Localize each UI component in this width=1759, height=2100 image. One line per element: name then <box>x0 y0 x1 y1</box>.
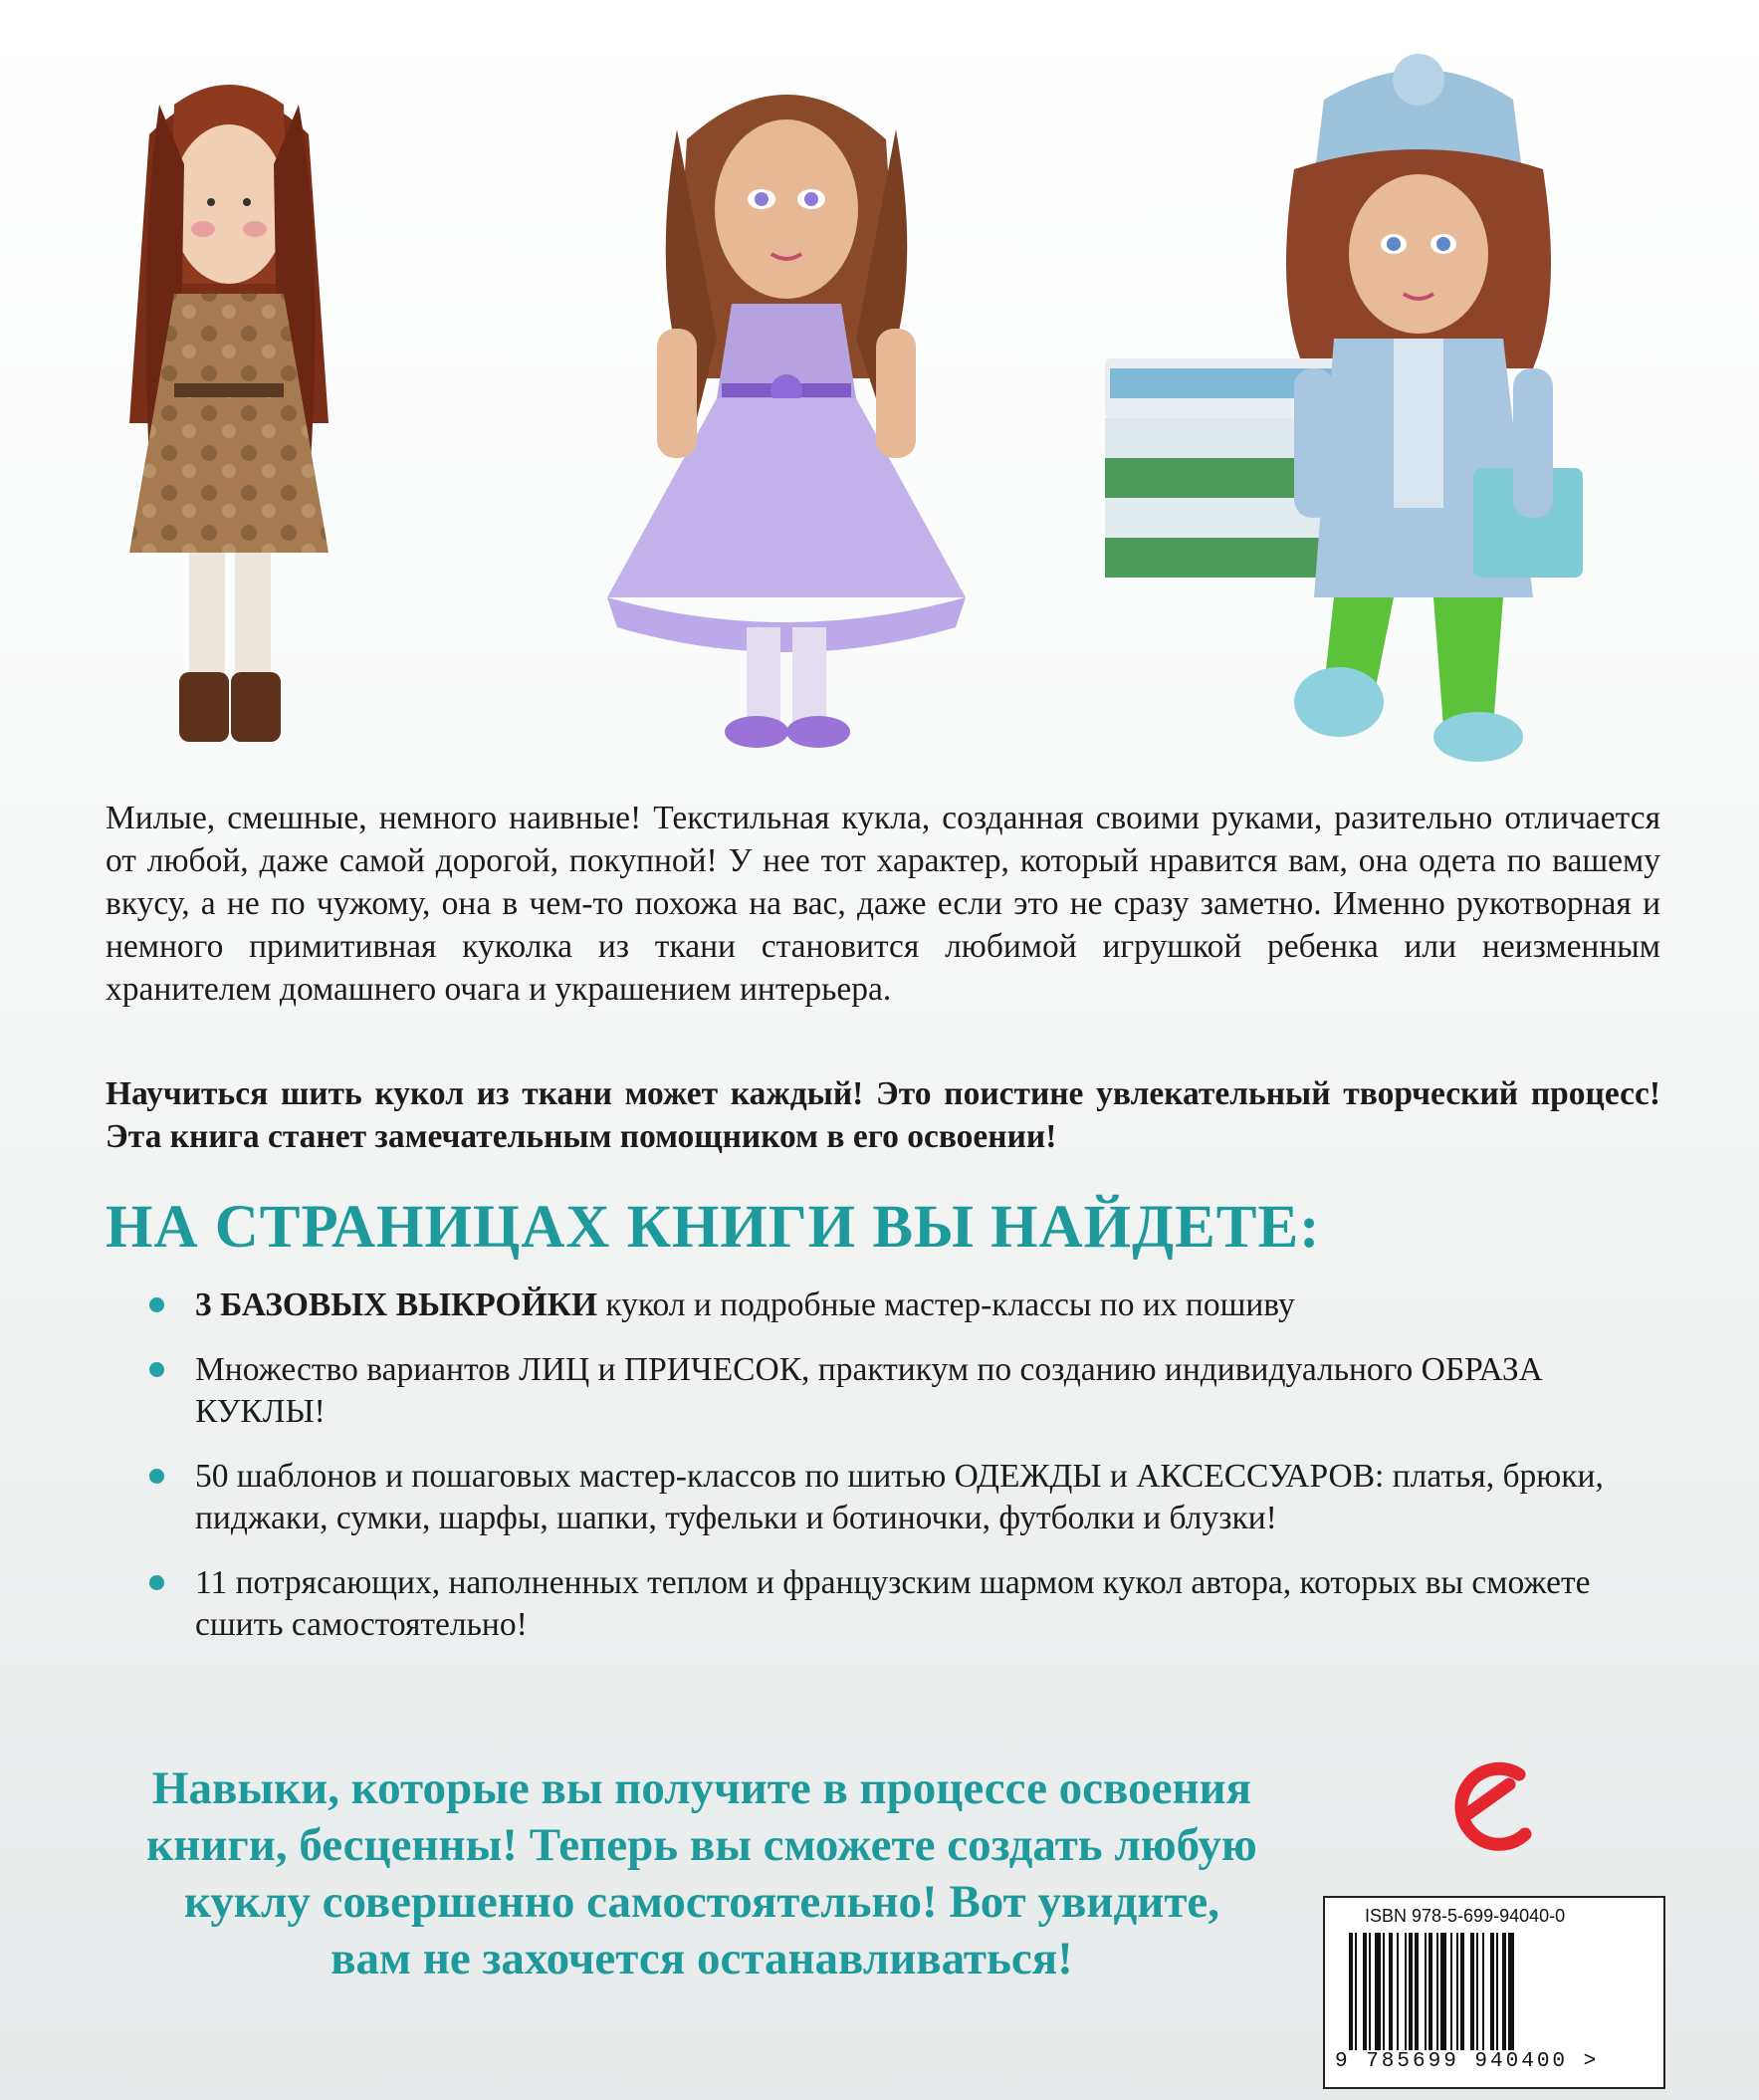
bullet-icon <box>149 1362 164 1377</box>
list-item <box>149 1284 1662 1326</box>
bullet-icon <box>149 1469 164 1484</box>
lead-paragraph: Научиться шить кукол из ткани может каждый! Это поистине увлекательный творческий процесс! Эта книга станет замечательным помощником в его освоении! <box>106 1075 1660 1155</box>
barcode-number: 9 785699 940400 > <box>1335 2050 1600 2073</box>
section-heading: НА СТРАНИЦАХ КНИГИ ВЫ НАЙДЕТЕ: <box>106 1194 1321 1261</box>
isbn-label: ISBN 978-5-699-94040-0 <box>1365 1906 1566 1926</box>
bullet-icon <box>149 1297 164 1312</box>
list-item <box>149 1349 1662 1433</box>
barcode-bars <box>1349 1933 1640 2050</box>
feature-text: кукол и подробные мастер-классы по их пошиву <box>597 1286 1295 1323</box>
feature-text: 50 шаблонов и пошаговых мастер-классов по шитью ОДЕЖДЫ и АКСЕССУАРОВ: платья, брюки, пиджаки, сумки, шарфы, шапки, туфельки и ботиночки, футболки и блузки! <box>195 1458 1604 1536</box>
doll-photo-lilac-dress <box>557 40 1015 777</box>
doll-photo-brown-dress <box>80 45 378 762</box>
list-item <box>149 1456 1662 1539</box>
closing-text: Навыки, которые вы получите в процессе освоения книги, бесценны! Теперь вы сможете создать любую куклу совершенно самостоятельно! Вот увидите, вам не захочется останавливаться! <box>146 1762 1257 1984</box>
barcode <box>1323 1896 1665 2089</box>
bullet-icon <box>149 1575 164 1590</box>
doll-photo-blue-cardigan <box>1095 40 1652 767</box>
feature-text: Множество вариантов ЛИЦ и ПРИЧЕСОК, практикум по созданию индивидуального ОБРАЗА КУКЛЫ! <box>195 1351 1543 1430</box>
list-item <box>149 1562 1662 1646</box>
intro-paragraph: Милые, смешные, немного наивные! Текстильная кукла, созданная своими руками, разительно отличается от любой, даже самой дорогой, покупной! У нее тот характер, который нравится вам, она одета по вашему вкусу, а не по чужому, она в чем-то похожа на вас, даже если это не сразу заметно. Именно рукотворная и немного примитивная куколка из ткани становится любимой игрушкой ребенка или неизменным хранителем домашнего очага и украшением интерьера. <box>106 800 1660 1008</box>
feature-text: 11 потрясающих, наполненных теплом и французским шармом кукол автора, которых вы сможете сшить самостоятельно! <box>195 1564 1591 1643</box>
publisher-logo-icon <box>1449 1754 1539 1866</box>
feature-emphasis: 3 БАЗОВЫХ ВЫКРОЙКИ <box>195 1286 597 1323</box>
feature-list <box>149 1284 1662 1669</box>
